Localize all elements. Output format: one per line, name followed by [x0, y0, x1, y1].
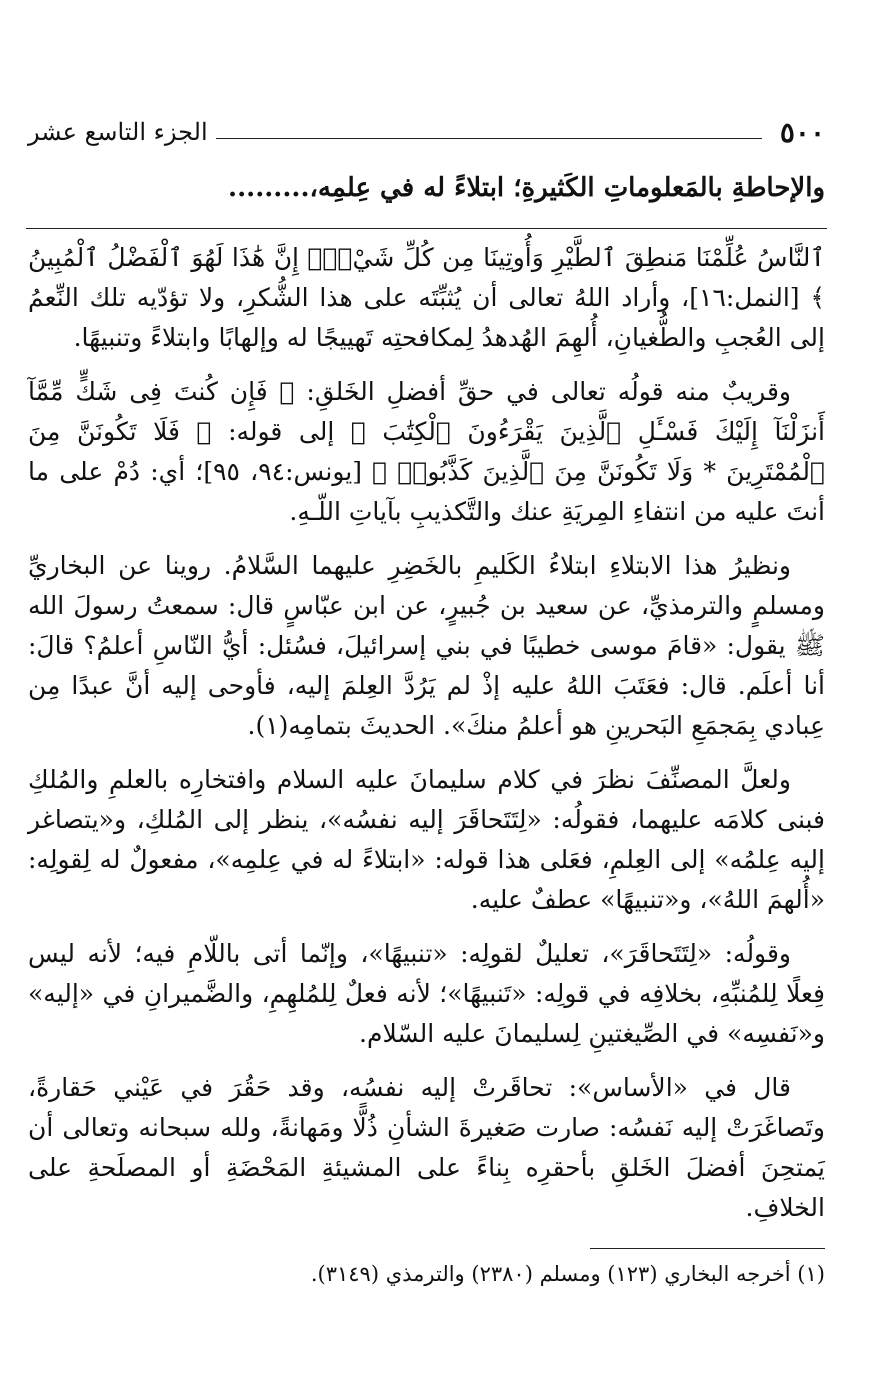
- matn-text: [28, 168, 825, 208]
- page-number: ٥٠٠: [779, 115, 825, 149]
- paragraph-2: وقريبٌ منه قولُه تعالى في حقِّ أفضلِ الخَلقِ: ﴿ فَإِن كُنتَ فِى شَكٍّ مِّمَّآ أَنزَلْنَآ إِلَيْكَ فَسْـَٔلِ ٱلَّذِينَ يَقْرَءُونَ ٱلْكِتَٰبَ ﴾ إلى قوله: ﴿ فَلَا تَكُونَنَّ مِنَ ٱلْمُمْتَرِينَ * وَلَا تَكُونَنَّ مِنَ ٱلَّذِينَ كَذَّبُوا۟ ﴾ [يونس:٩٤، ٩٥]؛ أي: دُمْ على ما أنتَ عليه من انتفاءِ المِريَةِ عنك والتَّكذيبِ بآياتِ اللّـهِ.: [28, 377, 825, 526]
- footnote: (١) أخرجه البخاري (١٢٣) ومسلم (٢٣٨٠) والترمذي (٣١٤٩).: [310, 1262, 825, 1286]
- page-header: [28, 112, 825, 152]
- paragraph-6: قال في «الأساس»: تحاقَرتْ إليه نفسُه، وقد حَقُرَ في عَيْني حَقارةً، وتَصاغَرَتْ إليه نَفسُه: صارت صَغيرةَ الشأنِ ذُلًّا ومَهانةً، ولله سبحانه وتعالى أن يَمتحِنَ أفضلَ الخَلقِ بأحقرِه بِناءً على المشيئةِ المَحْضَةِ أو المصلَحةِ على الخلافِ.: [28, 1073, 825, 1222]
- paragraph-3: ونظيرُ هذا الابتلاءِ ابتلاءُ الكَليمِ بالخَضِرِ عليهما السَّلامُ. روينا عن البخاريِّ ومسلمٍ والترمذيِّ، عن سعيد بن جُبيرٍ، عن ابن عبّاسٍ قال: سمعتُ رسولَ الله ﷺ يقول: «قامَ موسى خطيبًا في بني إسرائيلَ، فسُئل: أيُّ النّاسِ أعلمُ؟ قالَ: أنا أعلَم. قال: فعَتَبَ اللهُ عليه إذْ لم يَرُدَّ العِلمَ إليه، فأوحى إليه أنَّ عبدًا مِن عِبادي بِمَجمَعِ البَحرينِ هو أعلمُ منكَ». الحديثَ بتمامِه(١).: [28, 551, 825, 740]
- matn-divider: [26, 228, 827, 229]
- header-rule: [216, 138, 762, 139]
- paragraph-4: ولعلَّ المصنِّفَ نظرَ في كلام سليمانَ عليه السلام وافتخارِه بالعلمِ والمُلكِ فبنى كلامَه عليهما، فقولُه: «لِتَتَحاقَرَ إليه نفسُه»، ينظر إلى المُلكِ، و«يتصاغر إليه عِلمُه» إلى العِلمِ، فعَلى هذا قوله: «ابتلاءً له في عِلمِه»، مفعولٌ له لِقولِه: «أُلهمَ اللهُ»، و«تنبيهًا» عطفٌ عليه.: [28, 765, 825, 914]
- paragraph-1: ٱلنَّاسُ عُلِّمْنَا مَنطِقَ ٱلطَّيْرِ وَأُوتِينَا مِن كُلِّ شَيْءٍۖ إِنَّ هَٰذَا لَهُوَ ٱلْفَضْلُ ٱلْمُبِينُ ﴾ [النمل:١٦]، وأراد اللهُ تعالى أن يُثبِّتَه على هذا الشُّكرِ، ولا تؤدّيه تلك النِّعمُ إلى العُجبِ والطُّغيانِ، أُلهِمَ الهُدهدُ لِمكافحتِه تَهييجًا له وإلهابًا وابتلاءً وتنبيهًا.: [28, 243, 826, 352]
- commentary-body: [28, 238, 825, 1242]
- matn-line: والإحاطةِ بالمَعلوماتِ الكَثيرةِ؛ ابتلاءً له في عِلمِه،.........: [228, 173, 825, 203]
- paragraph-5: وقولُه: «لِتَتَحاقَرَ»، تعليلٌ لقولِه: «تنبيهًا»، وإنّما أتى باللّامِ فيه؛ لأنه ليس فِعلًا لِلمُنبِّهِ، بخلافِه في قولِه: «تَنبيهًا»؛ لأنه فعلٌ لِلمُلهِمِ، والضَّميرانِ في «إليه» و«نَفسِه» في الصِّيغتينِ لِسليمانَ عليه السّلام.: [28, 939, 825, 1048]
- part-title: الجزء التاسع عشر: [28, 118, 208, 146]
- footnote-divider: [590, 1248, 825, 1249]
